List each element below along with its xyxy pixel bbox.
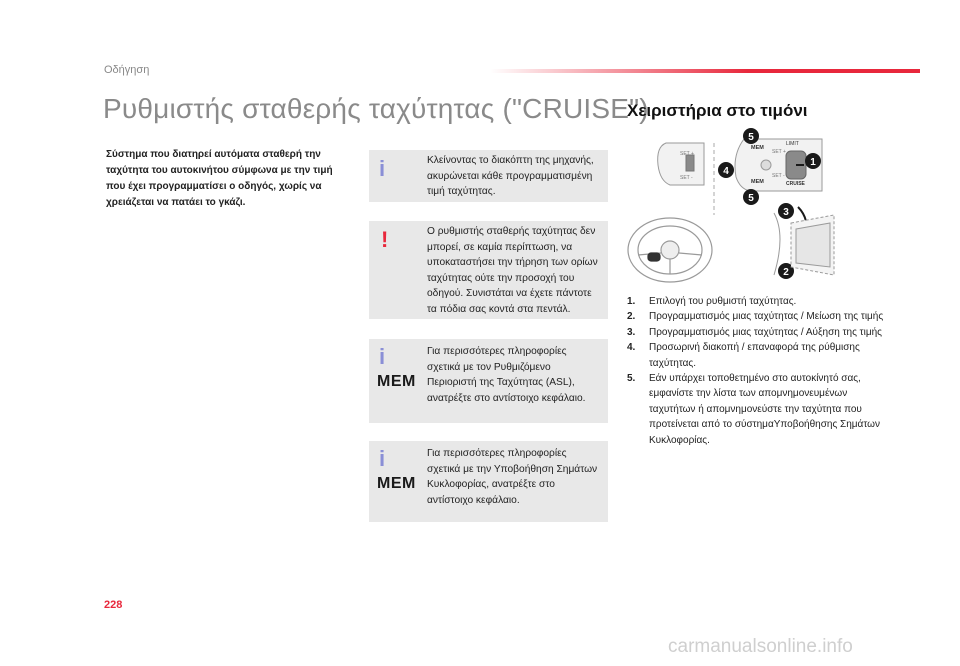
- intro-text: Σύστημα που διατηρεί αυτόματα σταθερή την ταχύτητα του αυτοκινήτου σύμφωνα με την τιμή που έχει προγραμματίσει ο οδηγός, χωρίς να χρειάζεται να πατάει το γκάζι.: [106, 149, 333, 208]
- info-icon: i: [379, 344, 386, 369]
- callout-3-label: 3: [783, 207, 789, 218]
- mem-label-top: MEM: [751, 145, 764, 151]
- controls-heading: Χειριστήρια στο τιμόνι: [627, 101, 808, 120]
- callout-4-label: 4: [723, 166, 729, 177]
- info-note-asl: [369, 339, 608, 423]
- info-icon: i: [379, 156, 386, 181]
- controls-list: [627, 294, 887, 448]
- set-minus-label: SET -: [772, 173, 785, 179]
- page-title: Ρυθμιστής σταθερής ταχύτητας ("CRUISE"): [103, 93, 649, 124]
- limit-label: LIMIT: [786, 141, 799, 147]
- set-minus-label-left: SET -: [680, 175, 693, 181]
- arrow-up-icon: [798, 207, 806, 221]
- info-note-ignition: [369, 150, 608, 202]
- note-text: Κλείνοντας το διακόπτη της μηχανής, ακυρώνεται κάθε προγραμματισμένη τιμή ταχύτητας.: [427, 155, 594, 197]
- list-item: 1. Επιλογή του ρυθμιστή ταχύτητας.: [627, 296, 797, 307]
- warning-note-attention: [369, 221, 608, 319]
- note-text: Για περισσότερες πληροφορίες σχετικά με τον Ρυθμιζόμενο Περιοριστή της Ταχύτητας (ASL), ανατρέξτε στο αντίστοιχο κεφάλαιο.: [427, 346, 586, 404]
- callout-1-label: 1: [810, 157, 816, 168]
- list-item: 3. Προγραμματισμός μιας ταχύτητας / Αύξηση της τιμής: [627, 326, 882, 338]
- mem-badge: MEM: [377, 475, 416, 492]
- list-item: 5. Εάν υπάρχει τοποθετημένο στο αυτοκίνητό σας, εμφανίστε την λίστα των απομνημονευμένων ταχυτήτων ή απομνημονεύστε την ταχύτητα που προτείνεται από το σύστημαΥποβοήθησης Σημάτων Κυκλοφορίας.: [627, 373, 880, 446]
- mem-label-bottom: MEM: [751, 179, 764, 185]
- steering-controls-illustration: [626, 125, 878, 285]
- section-label: Οδήγηση: [104, 64, 150, 76]
- cruise-label: CRUISE: [786, 181, 805, 187]
- info-icon: i: [379, 446, 386, 471]
- info-note-traffic-sign: [369, 441, 608, 522]
- set-plus-label: SET +: [772, 149, 786, 155]
- callout-5-bottom-label: 5: [748, 193, 754, 204]
- list-item: 2. Προγραμματισμός μιας ταχύτητας / Μείωση της τιμής: [627, 311, 884, 323]
- page-number: 228: [104, 599, 123, 611]
- header-accent-bar: [490, 69, 920, 73]
- warning-icon: !: [381, 227, 389, 252]
- note-text: Για περισσότερες πληροφορίες σχετικά με την Υποβοήθηση Σημάτων Κυκλοφορίας, ανατρέξτε στο αντίστοιχο κεφάλαιο.: [427, 448, 598, 506]
- note-text: Ο ρυθμιστής σταθερής ταχύτητας δεν μπορεί, σε καμία περίπτωση, να υποκαταστήσει την τήρηση των ορίων ταχύτητας ούτε την προσοχή του οδηγού. Συνιστάται να έχετε πάντοτε τα πόδια σας κοντά στα πεντάλ.: [427, 226, 598, 315]
- mem-badge: MEM: [377, 373, 416, 390]
- set-plus-label-left: SET +: [680, 151, 694, 157]
- callout-5-top-label: 5: [748, 132, 754, 143]
- list-item: 4. Προσωρινή διακοπή / επαναφορά της ρύθμισης ταχύτητας.: [627, 342, 860, 369]
- steering-wheel-icon: [628, 218, 712, 282]
- callout-2-label: 2: [783, 267, 789, 278]
- watermark: carmanualsonline.info: [668, 636, 853, 657]
